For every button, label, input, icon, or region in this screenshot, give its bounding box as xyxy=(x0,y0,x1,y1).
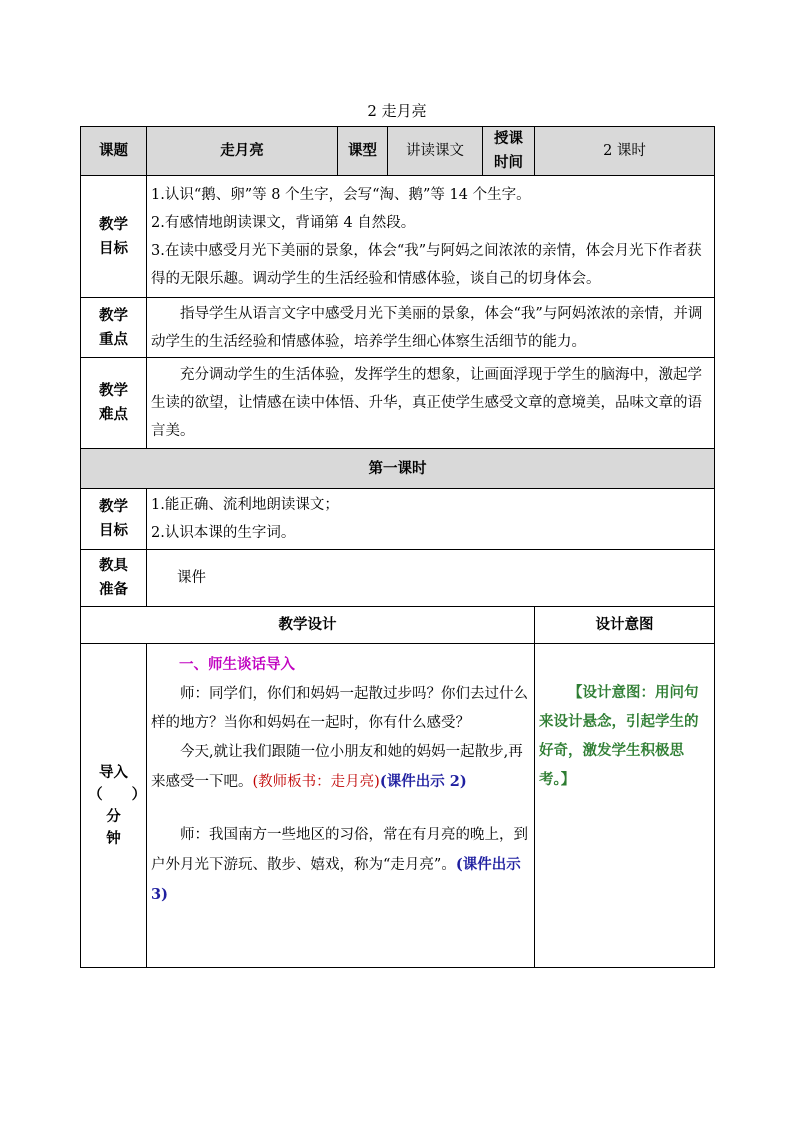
lesson-one-goals-label xyxy=(81,489,147,550)
key-points-label xyxy=(81,298,147,358)
intro-paragraph-2-text: 今天,就让我们跟随一位小朋友和她的妈妈一起散步,再来感受一下吧。 xyxy=(151,744,523,790)
intro-paragraph-3 xyxy=(151,821,530,910)
difficulties-label-line-1: 教学 xyxy=(99,382,128,399)
key-points-content xyxy=(147,298,715,358)
goals-label-line-2: 目标 xyxy=(99,239,128,257)
lesson-one-heading: 第一课时 xyxy=(81,449,715,489)
lesson-one-goals-label-line-1: 教学 xyxy=(99,498,128,515)
tools-label-line-2: 准备 xyxy=(99,581,128,598)
goals-content xyxy=(147,176,715,298)
lesson-one-goals-label-line-2: 目标 xyxy=(99,522,128,539)
board-note: (教师板书：走月亮) xyxy=(252,774,380,790)
goal-line-3: 3.在读中感受月光下美丽的景象，体会“我”与阿妈之间浓浓的亲情，体会月光下作者获得的无限乐趣。调动学生的生活经验和情感体验，谈自己的切身体会。 xyxy=(151,242,702,287)
header-row xyxy=(81,127,715,176)
difficulties-text: 充分调动学生的生活体验，发挥学生的想象，让画面浮现于学生的脑海中，激起学生读的欲望，让情感在读中体悟、升华，真正使学生感受文章的意境美，品味文章的语言美。 xyxy=(151,367,702,439)
tools-label xyxy=(81,550,147,607)
intro-intent xyxy=(535,644,715,968)
goals-row xyxy=(81,176,715,298)
type-value: 讲读课文 xyxy=(388,127,483,176)
topic-label: 课题 xyxy=(81,127,147,176)
slide-note-2: (课件出示 2) xyxy=(379,773,467,790)
intro-paragraph-3-text: 师：我国南方一些地区的习俗，常在有月亮的晚上，到户外月光下游玩、散步、嬉戏，称为“走月亮”。 xyxy=(151,827,528,873)
lesson-plan-table xyxy=(80,126,715,968)
lesson-one-goal-line-1: 1.能正确、流利地朗读课文； xyxy=(151,497,339,513)
intro-section-title xyxy=(151,650,530,680)
difficulties-content xyxy=(147,358,715,449)
topic-value: 走月亮 xyxy=(147,127,338,176)
slide-note-3: (课件出示 3) xyxy=(151,856,521,903)
goal-line-1: 1.认识“鹅、卵”等 8 个生字，会写“淘、鹅”等 14 个生字。 xyxy=(151,186,531,203)
goals-label-line-1: 教学 xyxy=(99,215,128,233)
type-label: 课型 xyxy=(338,127,388,176)
time-label xyxy=(483,127,535,176)
lesson-one-goal-line-2: 2.认识本课的生字词。 xyxy=(151,525,296,541)
difficulties-label-line-2: 难点 xyxy=(99,406,128,423)
tools-label-line-1: 教具 xyxy=(99,557,128,574)
difficulties-row xyxy=(81,358,715,449)
design-header-row xyxy=(81,607,715,644)
intro-row xyxy=(81,644,715,968)
intro-stage-label-line-3: 钟 xyxy=(106,829,121,847)
intro-intent-text: 【设计意图：用问句来设计悬念，引起学生的好奇，激发学生积极思考。】 xyxy=(539,684,699,788)
intro-stage-label-line-1: 导入 xyxy=(99,763,128,781)
intro-section-title-text: 一、师生谈话导入 xyxy=(179,656,295,673)
intro-paragraph-1: 师：同学们，你们和妈妈一起散过步吗？你们去过什么样的地方？当你和妈妈在一起时，你有什么感受？ xyxy=(151,686,528,731)
key-points-label-line-1: 教学 xyxy=(99,306,128,324)
design-column-header: 教学设计 xyxy=(81,607,535,644)
lesson-one-goals-row xyxy=(81,489,715,550)
lesson-one-heading-row xyxy=(81,449,715,489)
time-value: 2 课时 xyxy=(535,127,715,176)
tools-value: 课件 xyxy=(147,550,715,607)
time-label-line-2: 时间 xyxy=(494,154,523,171)
goals-label xyxy=(81,176,147,298)
goal-line-2: 2.有感情地朗读课文，背诵第 4 自然段。 xyxy=(151,214,416,231)
intro-stage-label-line-2: （ ）分 xyxy=(88,785,139,825)
difficulties-label xyxy=(81,358,147,449)
intent-column-header: 设计意图 xyxy=(535,607,715,644)
key-points-text: 指导学生从语言文字中感受月光下美丽的景象，体会“我”与阿妈浓浓的亲情，并调动学生的生活经验和情感体验，培养学生细心体察生活细节的能力。 xyxy=(151,305,703,350)
lesson-one-goals-content xyxy=(147,489,715,550)
intro-paragraph-2 xyxy=(151,738,530,797)
time-label-line-1: 授课 xyxy=(494,130,523,147)
intro-content xyxy=(147,644,535,968)
intro-stage-label xyxy=(81,644,147,968)
key-points-row xyxy=(81,298,715,358)
tools-row xyxy=(81,550,715,607)
document-title: 2 走月亮 xyxy=(367,102,427,120)
key-points-label-line-2: 重点 xyxy=(99,330,128,348)
